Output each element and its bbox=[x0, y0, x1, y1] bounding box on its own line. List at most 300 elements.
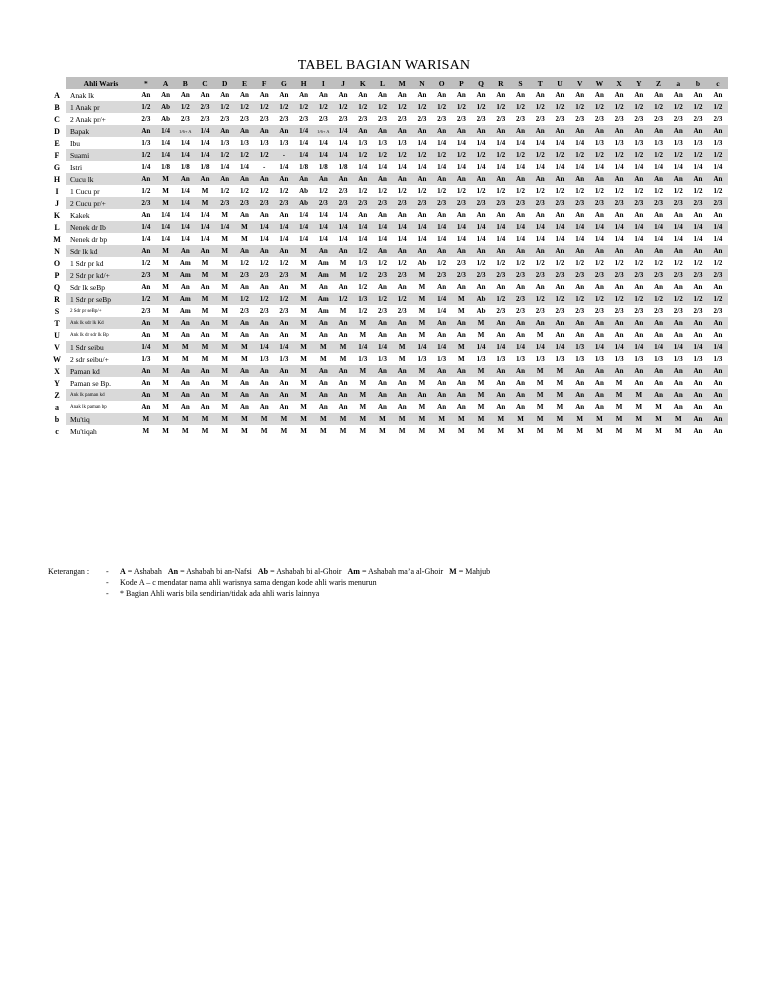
share-cell: M bbox=[294, 293, 314, 305]
share-cell: 2/3 bbox=[530, 269, 550, 281]
row-heir-name: Paman kd bbox=[66, 365, 136, 377]
share-cell: An bbox=[318, 330, 328, 339]
share-cell: An bbox=[693, 282, 703, 291]
share-cell: 1/4 bbox=[220, 162, 230, 171]
share-cell: M bbox=[300, 306, 307, 315]
share-cell: An bbox=[279, 378, 289, 387]
share-cell: 1/2 bbox=[708, 101, 728, 113]
share-cell: M bbox=[215, 293, 235, 305]
share-cell: 1/4 bbox=[353, 221, 373, 233]
share-cell: An bbox=[673, 90, 683, 99]
share-cell: An bbox=[259, 90, 269, 99]
share-cell: An bbox=[693, 330, 703, 339]
share-cell: 1/4 bbox=[530, 341, 550, 353]
row-code: V bbox=[48, 341, 66, 353]
share-cell: An bbox=[649, 173, 669, 185]
share-cell: M bbox=[353, 389, 373, 401]
share-cell: M bbox=[452, 293, 472, 305]
share-cell: An bbox=[373, 365, 393, 377]
share-cell: 2/3 bbox=[550, 269, 570, 281]
share-cell: 1/2 bbox=[412, 149, 432, 161]
share-cell: An bbox=[688, 317, 708, 329]
share-cell: 1/2 bbox=[239, 258, 249, 267]
table-row bbox=[48, 221, 728, 233]
share-cell: 1/2 bbox=[239, 186, 249, 195]
share-cell: 2/3 bbox=[511, 197, 531, 209]
share-cell: An bbox=[713, 402, 723, 411]
share-cell: An bbox=[511, 125, 531, 137]
share-cell: M bbox=[280, 426, 288, 435]
legend-code: Ab bbox=[257, 567, 269, 576]
share-cell: M bbox=[550, 389, 570, 401]
column-header: X bbox=[609, 77, 629, 89]
share-cell: 1/2 bbox=[358, 186, 368, 195]
share-cell: M bbox=[452, 341, 472, 353]
share-cell: 2/3 bbox=[299, 114, 309, 123]
share-cell: An bbox=[590, 389, 610, 401]
share-cell: 1/2 bbox=[555, 186, 565, 195]
share-cell: An bbox=[239, 282, 249, 291]
share-cell: M bbox=[458, 354, 465, 363]
share-cell: 1/2 bbox=[353, 149, 373, 161]
share-cell: An bbox=[575, 90, 585, 99]
row-heir-name: Nenek dr Ib bbox=[66, 221, 136, 233]
share-cell: 1/3 bbox=[141, 138, 151, 147]
share-cell: 1/2 bbox=[668, 293, 688, 305]
share-cell: 1/4 bbox=[516, 234, 525, 243]
header-name-label: Ahli Waris bbox=[66, 77, 136, 89]
share-cell: M bbox=[221, 258, 229, 267]
share-cell: M bbox=[536, 330, 544, 339]
share-cell: 1/4 bbox=[555, 138, 565, 147]
row-code: T bbox=[48, 317, 66, 329]
share-cell: 1/3 bbox=[673, 138, 683, 147]
share-cell: An bbox=[555, 330, 565, 339]
share-cell: An bbox=[575, 210, 585, 219]
share-cell: 1/3 bbox=[437, 354, 447, 363]
share-cell: M bbox=[300, 402, 307, 411]
share-cell: 1/4 bbox=[629, 221, 649, 233]
share-cell: 1/3 bbox=[673, 354, 683, 363]
share-cell: M bbox=[300, 330, 307, 339]
share-cell: M bbox=[156, 341, 176, 353]
share-cell: Ab bbox=[299, 186, 309, 195]
share-cell: 1/4 bbox=[333, 125, 353, 137]
share-cell: 1/4 bbox=[175, 149, 195, 161]
share-cell: 1/4 bbox=[313, 149, 333, 161]
share-cell: An bbox=[279, 330, 289, 339]
share-cell: 1/3 bbox=[713, 354, 723, 363]
share-cell: An bbox=[378, 402, 387, 411]
share-cell: 1/2 bbox=[594, 186, 604, 195]
share-cell: 1/4 bbox=[693, 234, 703, 243]
share-cell: An bbox=[575, 330, 585, 339]
share-cell: 1/4 bbox=[259, 234, 269, 243]
share-cell: 1/4 bbox=[254, 221, 274, 233]
share-cell: M bbox=[359, 330, 367, 339]
share-cell: 1/4 bbox=[496, 162, 506, 171]
share-cell: 1/8 bbox=[200, 162, 210, 171]
share-cell: 1/4 bbox=[570, 221, 590, 233]
share-cell: An bbox=[392, 389, 412, 401]
share-cell: 2/3 bbox=[378, 306, 387, 315]
share-cell: An bbox=[471, 125, 491, 137]
share-cell: M bbox=[156, 317, 176, 329]
share-cell: 1/4 bbox=[432, 293, 452, 305]
share-cell: M bbox=[162, 402, 169, 411]
share-cell: 1/2 bbox=[634, 258, 644, 267]
share-cell: An bbox=[215, 173, 235, 185]
share-cell: M bbox=[313, 341, 333, 353]
share-cell: 2/3 bbox=[437, 114, 447, 123]
share-cell: An bbox=[634, 210, 644, 219]
share-cell: An bbox=[412, 245, 432, 257]
share-cell: 1/4 bbox=[136, 221, 156, 233]
table-row bbox=[48, 137, 728, 149]
share-cell: 2/3 bbox=[220, 114, 230, 123]
share-cell: An bbox=[629, 365, 649, 377]
row-code: E bbox=[48, 137, 66, 149]
share-cell: An bbox=[333, 173, 353, 185]
share-cell: 1/2 bbox=[456, 186, 466, 195]
share-cell: M bbox=[353, 413, 373, 425]
share-cell: An bbox=[235, 173, 255, 185]
share-cell: An bbox=[338, 330, 348, 339]
share-cell: 2/3 bbox=[673, 306, 683, 315]
table-row bbox=[48, 317, 728, 329]
share-cell: 2/3 bbox=[668, 197, 688, 209]
share-cell: An bbox=[476, 282, 486, 291]
row-code: A bbox=[48, 89, 66, 101]
share-cell: An bbox=[274, 173, 294, 185]
share-cell: M bbox=[221, 378, 229, 387]
share-cell: 2/3 bbox=[594, 306, 604, 315]
share-cell: 1/4 bbox=[333, 221, 353, 233]
table-row bbox=[48, 425, 728, 437]
share-cell: 1/2 bbox=[570, 149, 590, 161]
share-cell: 2/3 bbox=[417, 114, 427, 123]
share-cell: An bbox=[496, 402, 506, 411]
share-cell: 1/4 bbox=[338, 210, 348, 219]
share-cell: Am bbox=[317, 306, 329, 315]
share-cell: 1/4 bbox=[200, 234, 210, 243]
share-cell: An bbox=[511, 245, 531, 257]
share-cell: An bbox=[693, 210, 703, 219]
share-cell: 1/3 bbox=[417, 354, 427, 363]
row-code: R bbox=[48, 293, 66, 305]
share-cell: An bbox=[476, 210, 486, 219]
share-cell: 1/2 bbox=[373, 101, 393, 113]
share-cell: An bbox=[708, 245, 728, 257]
share-cell: 1/2 bbox=[649, 293, 669, 305]
share-cell: 1/2 bbox=[318, 186, 328, 195]
share-cell: 1/2 bbox=[693, 258, 703, 267]
share-cell: 2/3 bbox=[358, 114, 368, 123]
share-cell: An bbox=[496, 378, 506, 387]
share-cell: M bbox=[215, 341, 235, 353]
share-cell: An bbox=[516, 210, 525, 219]
share-cell: 1/4 bbox=[634, 162, 644, 171]
share-cell: 1/2 bbox=[471, 149, 491, 161]
share-cell: M bbox=[530, 389, 550, 401]
share-cell: M bbox=[596, 426, 603, 435]
share-cell: 1/4 bbox=[634, 234, 644, 243]
share-cell: 1/4 bbox=[609, 341, 629, 353]
column-header: K bbox=[353, 77, 373, 89]
share-cell: An bbox=[259, 282, 269, 291]
share-cell: An bbox=[688, 389, 708, 401]
share-cell: 1/3 bbox=[358, 258, 368, 267]
share-cell: 1/2 bbox=[378, 186, 387, 195]
share-cell: M bbox=[156, 413, 176, 425]
share-cell: Am bbox=[313, 293, 333, 305]
share-cell: 1/4 bbox=[373, 221, 393, 233]
share-cell: 1/2 bbox=[259, 186, 269, 195]
share-cell: An bbox=[456, 402, 466, 411]
share-cell: Ab bbox=[294, 197, 314, 209]
row-code: F bbox=[48, 149, 66, 161]
share-cell: M bbox=[477, 378, 485, 387]
share-cell: M bbox=[156, 389, 176, 401]
share-cell: 1/3 bbox=[239, 138, 249, 147]
share-cell: An bbox=[254, 173, 274, 185]
share-cell: M bbox=[353, 365, 373, 377]
column-header: c bbox=[708, 77, 728, 89]
share-cell: 1/2 bbox=[373, 149, 393, 161]
share-cell: 2/3 bbox=[609, 197, 629, 209]
share-cell: An bbox=[530, 245, 550, 257]
share-cell: M bbox=[477, 402, 485, 411]
share-cell: 2/3 bbox=[141, 114, 151, 123]
legend-code: A bbox=[120, 567, 126, 576]
share-cell: An bbox=[511, 173, 531, 185]
share-cell: 2/3 bbox=[195, 101, 215, 113]
legend-meaning: = Mahjub bbox=[456, 567, 491, 576]
share-cell: 1/2 bbox=[649, 149, 669, 161]
table-row bbox=[48, 413, 728, 425]
share-cell: 2/3 bbox=[688, 197, 708, 209]
share-cell: An bbox=[496, 90, 506, 99]
share-cell: 1/2 bbox=[614, 258, 624, 267]
share-cell: 2/3 bbox=[318, 114, 328, 123]
share-cell: 1/4 bbox=[673, 162, 683, 171]
share-cell: M bbox=[379, 426, 386, 435]
share-cell: 1/4 bbox=[161, 210, 171, 219]
share-cell: M bbox=[221, 210, 229, 219]
share-cell: 1/4 bbox=[432, 221, 452, 233]
share-cell: Ab bbox=[156, 101, 176, 113]
share-cell: An bbox=[688, 365, 708, 377]
share-cell: 2/3 bbox=[570, 269, 590, 281]
share-cell: M bbox=[156, 269, 176, 281]
share-cell: M bbox=[536, 402, 544, 411]
share-cell: An bbox=[432, 365, 452, 377]
share-cell: Ab bbox=[417, 258, 427, 267]
share-cell: M bbox=[333, 413, 353, 425]
share-cell: 2/3 bbox=[688, 269, 708, 281]
share-cell: 1/4 bbox=[279, 162, 289, 171]
share-cell: 1/4 bbox=[496, 138, 506, 147]
share-cell: An bbox=[180, 402, 190, 411]
share-cell: M bbox=[398, 426, 406, 435]
share-cell: M bbox=[359, 426, 367, 435]
share-cell: 2/3 bbox=[649, 269, 669, 281]
share-cell: 1/2 bbox=[333, 293, 353, 305]
share-cell: M bbox=[392, 341, 412, 353]
share-cell: 1/4 bbox=[392, 221, 412, 233]
share-cell: 2/3 bbox=[471, 269, 491, 281]
share-cell: 1/2 bbox=[590, 149, 610, 161]
share-cell: 1/4 bbox=[668, 221, 688, 233]
row-code: P bbox=[48, 269, 66, 281]
share-cell: 1/2 bbox=[412, 101, 432, 113]
share-cell: 2/3 bbox=[535, 306, 545, 315]
share-cell: An bbox=[373, 173, 393, 185]
share-cell: 1/6+ A bbox=[175, 125, 195, 137]
share-cell: - bbox=[263, 162, 266, 171]
share-cell: An bbox=[432, 173, 452, 185]
share-cell: 1/2 bbox=[392, 149, 412, 161]
share-cell: 2/3 bbox=[535, 114, 545, 123]
share-cell: 1/2 bbox=[141, 258, 151, 267]
share-cell: 1/3 bbox=[634, 138, 644, 147]
share-cell: An bbox=[590, 173, 610, 185]
share-cell: An bbox=[136, 173, 156, 185]
share-cell: M bbox=[339, 306, 347, 315]
share-cell: 2/3 bbox=[452, 197, 472, 209]
share-cell: 1/4 bbox=[535, 234, 545, 243]
share-cell: 1/4 bbox=[693, 162, 703, 171]
share-cell: An bbox=[392, 245, 412, 257]
share-cell: An bbox=[274, 365, 294, 377]
share-cell: An bbox=[279, 210, 289, 219]
share-cell: 1/3 bbox=[594, 138, 604, 147]
share-cell: M bbox=[418, 330, 426, 339]
share-cell: 1/4 bbox=[294, 149, 314, 161]
share-cell: An bbox=[417, 210, 427, 219]
legend-code: Am bbox=[347, 567, 360, 576]
share-cell: 2/3 bbox=[239, 306, 249, 315]
share-cell: 1/2 bbox=[333, 101, 353, 113]
share-cell: M bbox=[556, 378, 564, 387]
share-cell: M bbox=[590, 413, 610, 425]
table-row bbox=[48, 353, 728, 365]
legend-code: An bbox=[167, 567, 179, 576]
share-cell: 1/4 bbox=[318, 234, 328, 243]
share-cell: 1/2 bbox=[353, 269, 373, 281]
share-cell: 1/8 bbox=[161, 162, 171, 171]
share-cell: An bbox=[235, 389, 255, 401]
share-cell: M bbox=[609, 413, 629, 425]
share-cell: An bbox=[338, 378, 348, 387]
share-cell: An bbox=[358, 210, 368, 219]
share-cell: An bbox=[654, 210, 664, 219]
share-cell: An bbox=[550, 317, 570, 329]
row-heir-name: 2 sdr seibu/+ bbox=[70, 354, 109, 364]
column-header: P bbox=[452, 77, 472, 89]
share-cell: An bbox=[373, 245, 393, 257]
share-cell: An bbox=[708, 317, 728, 329]
column-header: W bbox=[590, 77, 610, 89]
share-cell: M bbox=[142, 426, 150, 435]
share-cell: M bbox=[418, 306, 426, 315]
share-cell: M bbox=[300, 282, 307, 291]
share-cell: An bbox=[713, 282, 723, 291]
share-cell: An bbox=[200, 90, 210, 99]
share-cell: M bbox=[536, 378, 544, 387]
share-cell: 1/4 bbox=[299, 138, 309, 147]
share-cell: 1/2 bbox=[353, 245, 373, 257]
share-cell: 1/3 bbox=[358, 138, 368, 147]
share-cell: An bbox=[471, 245, 491, 257]
share-cell: An bbox=[511, 317, 531, 329]
share-cell: M bbox=[162, 330, 169, 339]
share-cell: An bbox=[259, 330, 269, 339]
share-cell: 1/4 bbox=[614, 162, 624, 171]
share-cell: An bbox=[313, 389, 333, 401]
share-cell: M bbox=[412, 293, 432, 305]
share-cell: M bbox=[221, 306, 229, 315]
share-cell: An bbox=[456, 282, 466, 291]
share-cell: M bbox=[491, 413, 511, 425]
share-cell: M bbox=[195, 341, 215, 353]
share-cell: 2/3 bbox=[412, 197, 432, 209]
share-cell: 1/4 bbox=[417, 162, 427, 171]
share-cell: An bbox=[452, 389, 472, 401]
row-heir-name: Ank lk paman kd bbox=[66, 389, 136, 401]
share-cell: An bbox=[629, 245, 649, 257]
share-cell: M bbox=[294, 413, 314, 425]
share-cell: 2/3 bbox=[575, 306, 585, 315]
row-code: X bbox=[48, 365, 66, 377]
share-cell: 1/4 bbox=[378, 234, 387, 243]
share-cell: An bbox=[614, 330, 624, 339]
share-cell: 1/4 bbox=[713, 234, 723, 243]
row-code: G bbox=[48, 161, 66, 173]
share-cell: M bbox=[550, 365, 570, 377]
column-header: a bbox=[668, 77, 688, 89]
share-cell: An bbox=[456, 210, 466, 219]
share-cell: 2/3 bbox=[516, 306, 525, 315]
share-cell: M bbox=[221, 426, 229, 435]
share-cell: An bbox=[141, 330, 151, 339]
share-cell: M bbox=[550, 413, 570, 425]
share-cell: M bbox=[392, 413, 412, 425]
table-row bbox=[48, 209, 728, 221]
share-cell: 1/2 bbox=[259, 258, 269, 267]
share-cell: 1/2 bbox=[555, 258, 565, 267]
share-cell: 1/4 bbox=[417, 234, 427, 243]
share-cell: An bbox=[180, 330, 190, 339]
share-cell: M bbox=[471, 317, 491, 329]
share-cell: An bbox=[254, 125, 274, 137]
share-cell: 2/3 bbox=[235, 269, 255, 281]
share-cell: 1/4 bbox=[496, 234, 506, 243]
share-cell: 2/3 bbox=[654, 114, 664, 123]
share-cell: An bbox=[550, 125, 570, 137]
row-heir-name: Istri bbox=[70, 162, 83, 172]
share-cell: 1/2 bbox=[392, 101, 412, 113]
share-cell: 2/3 bbox=[353, 197, 373, 209]
table-row bbox=[48, 113, 728, 125]
share-cell: 1/3 bbox=[654, 138, 664, 147]
share-cell: M bbox=[615, 426, 623, 435]
share-cell: An bbox=[338, 90, 348, 99]
share-cell: M bbox=[221, 354, 229, 363]
share-cell: An bbox=[235, 245, 255, 257]
share-cell: M bbox=[339, 426, 347, 435]
share-cell: An bbox=[570, 173, 590, 185]
